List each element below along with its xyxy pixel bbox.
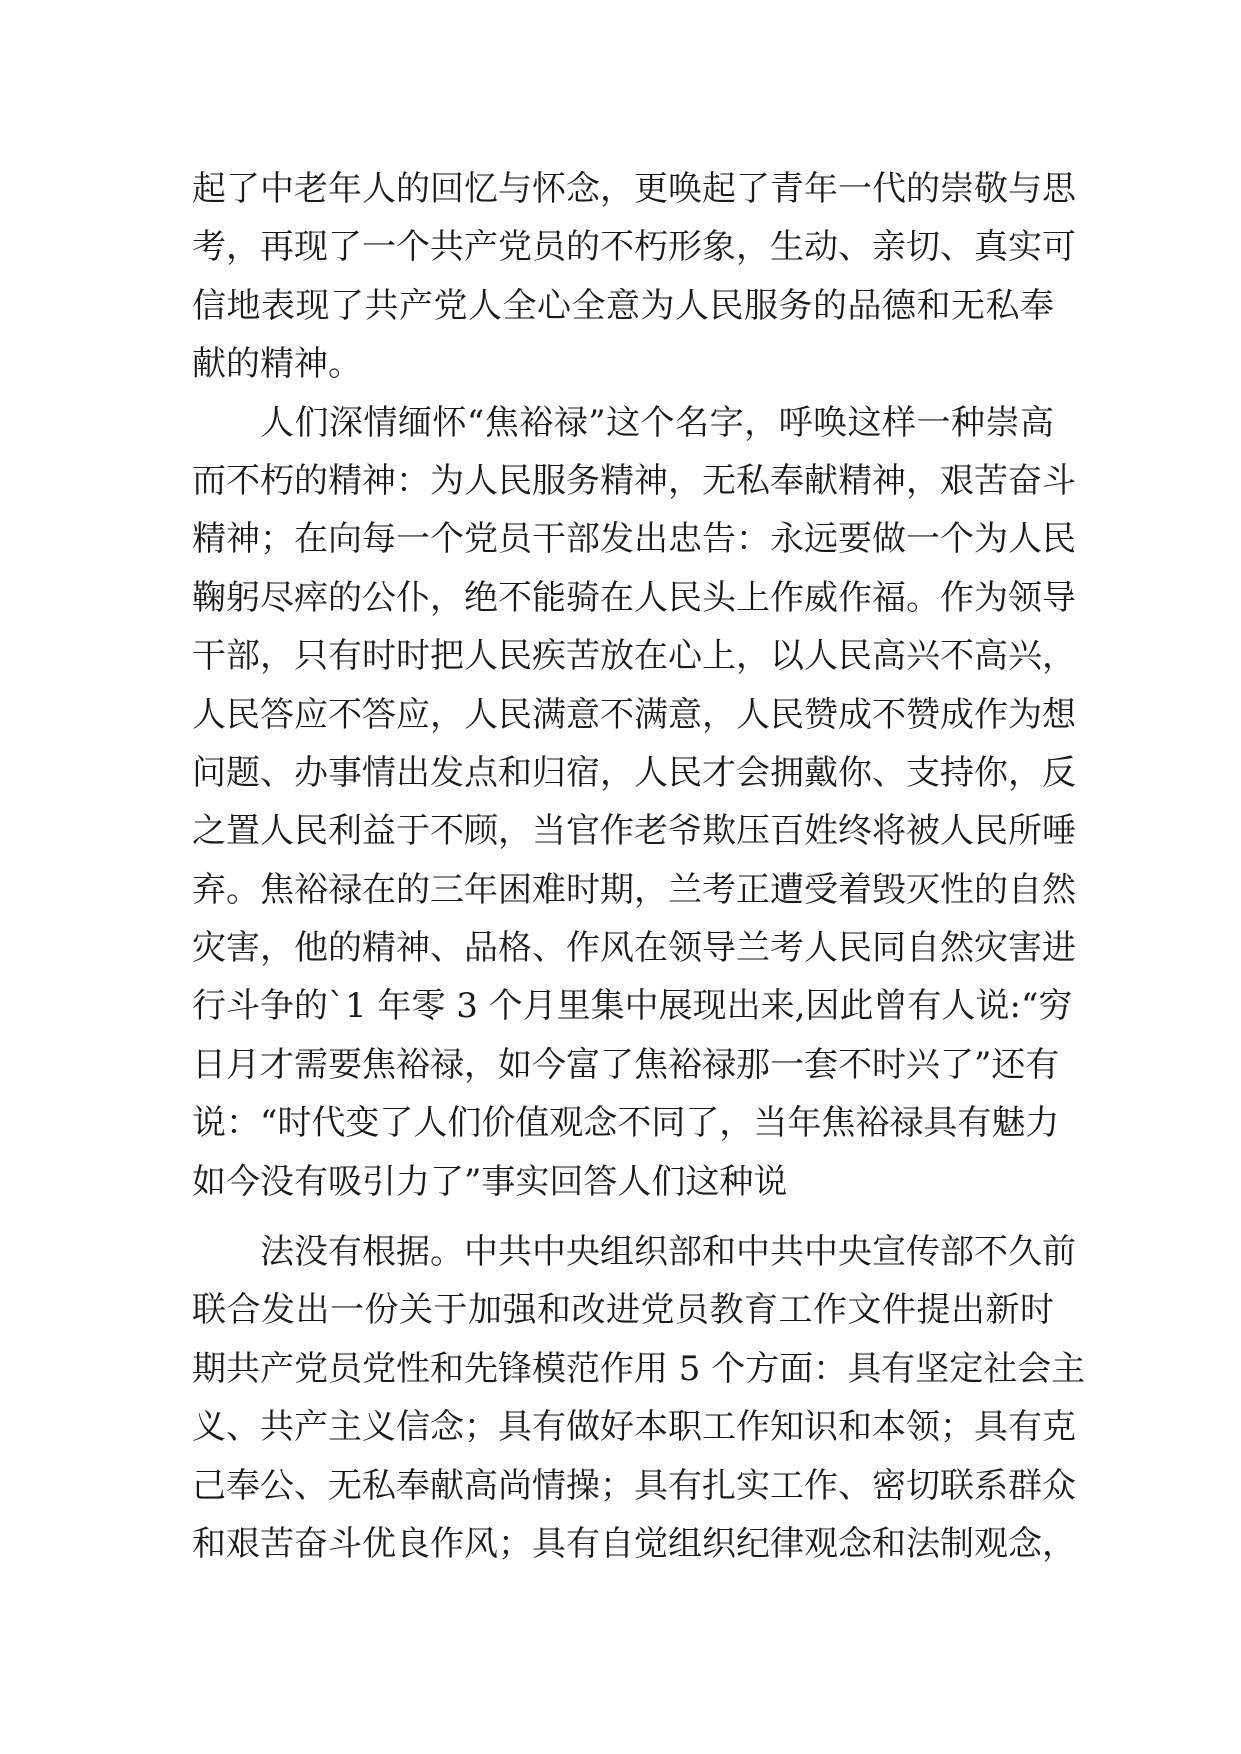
text-line: 考，再现了一个共产党员的不朽形象，生动、亲切、真实可 xyxy=(192,227,1076,268)
text-line: 灾害，他的精神、品格、作风在领导兰考人民同自然灾害进 xyxy=(192,928,1076,969)
text-line: 联合发出一份关于加强和改进党员教育工作文件提出新时 xyxy=(192,1290,1054,1331)
text-line: 信地表现了共产党人全心全意为人民服务的品德和无私奉 xyxy=(192,285,1054,326)
text-line: 和艰苦奋斗优良作风；具有自觉组织纪律观念和法制观念， xyxy=(192,1523,1076,1564)
text-line: 献的精神。 xyxy=(192,344,362,385)
text-line: 法没有根据。中共中央组织部和中共中央宣传部不久前 xyxy=(260,1232,1076,1273)
text-line: 起了中老年人的回忆与怀念，更唤起了青年一代的崇敬与思 xyxy=(192,169,1076,209)
text-line: 干部，只有时时把人民疾苦放在心上，以人民高兴不高兴， xyxy=(192,636,1076,677)
text-line: 之置人民利益于不顾，当官作老爷欺压百姓终将被人民所唾 xyxy=(192,811,1076,852)
text-line: 人们深情缅怀“焦裕禄”这个名字，呼唤这样一种崇高 xyxy=(260,402,1054,443)
document-body xyxy=(192,160,1086,1573)
text-line: 弃。焦裕禄在的三年困难时期，兰考正遭受着毁灭性的自然 xyxy=(192,869,1076,910)
text-line: 己奉公、无私奉献高尚情操；具有扎实工作、密切联系群众 xyxy=(192,1465,1076,1506)
text-line: 行斗争的`1 年零 3 个月里集中展现出来,因此曾有人说:“穷 xyxy=(192,986,1073,1027)
text-line: 日月才需要焦裕禄，如今富了焦裕禄那一套不时兴了”还有 xyxy=(192,1044,1060,1085)
text-line: 鞠躬尽瘁的公仆，绝不能骑在人民头上作威作福。作为领导 xyxy=(192,577,1076,618)
text-line: 如今没有吸引力了”事实回答人们这种说 xyxy=(192,1161,788,1202)
text-line: 期共产党员党性和先锋模范作用 5 个方面：具有坚定社会主 xyxy=(192,1348,1086,1389)
text-line: 问题、办事情出发点和归宿，人民才会拥戴你、支持你，反 xyxy=(192,752,1076,793)
text-line: 而不朽的精神：为人民服务精神，无私奉献精神，艰苦奋斗 xyxy=(192,460,1076,501)
text-line: 人民答应不答应，人民满意不满意，人民赞成不赞成作为想 xyxy=(192,694,1076,735)
text-line: 说：“时代变了人们价值观念不同了，当年焦裕禄具有魅力 xyxy=(192,1103,1060,1144)
text-line: 义、共产主义信念；具有做好本职工作知识和本领；具有克 xyxy=(192,1407,1076,1448)
text-line: 精神；在向每一个党员干部发出忠告：永远要做一个为人民 xyxy=(192,519,1076,560)
